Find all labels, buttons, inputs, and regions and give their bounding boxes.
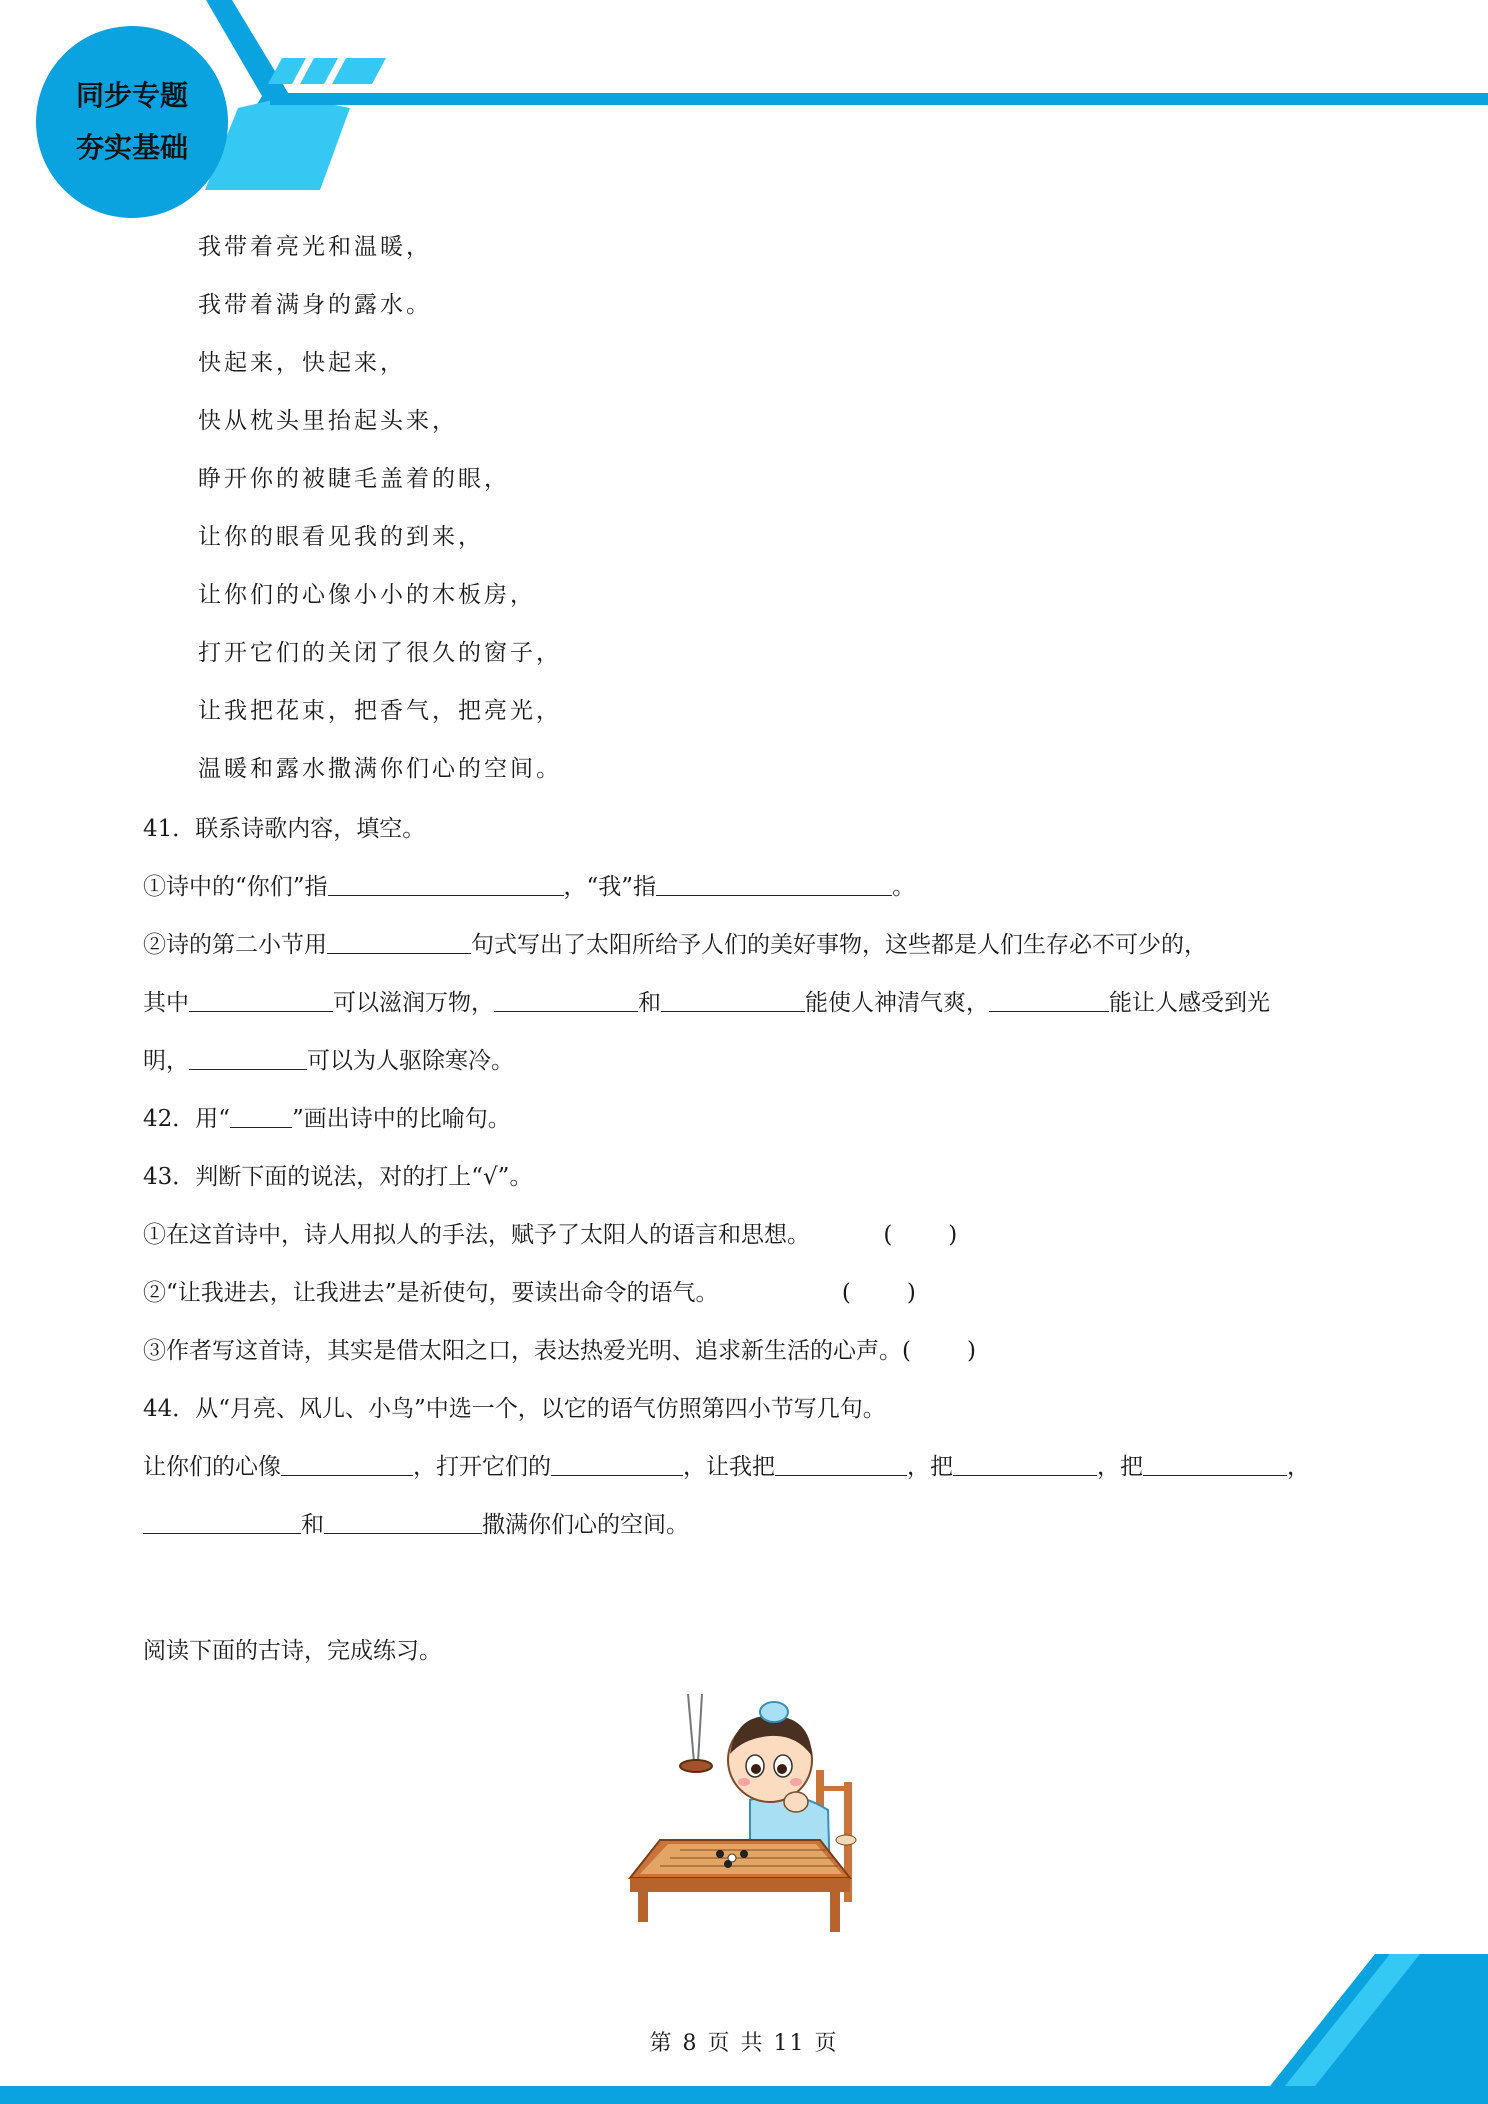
q44-text-c: ，让我把 [683,1454,775,1480]
q44-text-e: ，把 [1097,1454,1143,1480]
paren-close: ) [966,1338,976,1364]
answer-blank[interactable] [189,1047,307,1070]
q44-text-b: ，打开它们的 [413,1454,551,1480]
answer-blank[interactable] [281,1453,413,1476]
underline-sample [230,1105,292,1128]
question-41-1 [143,868,915,901]
q41-2-text-d: 可以滋润万物， [333,990,494,1016]
answer-blank[interactable] [551,1453,683,1476]
q44-text-a: 让你们的心像 [143,1454,281,1480]
answer-blank[interactable] [661,989,805,1012]
question-41-title: 41．联系诗歌内容，填空。 [143,816,426,842]
paren-close: ) [948,1222,958,1248]
judge-parentheses[interactable] [842,1280,916,1306]
q41-1-text-b: ，“我”指 [563,874,657,900]
badge-line-2: 夯实基础 [75,131,188,164]
answer-blank[interactable] [327,931,471,954]
question-41-2-end [143,1042,514,1075]
poem-line: 让你们的心像小小的木板房， [198,582,536,608]
page-header [0,0,1488,200]
question-42 [143,1100,511,1133]
paren-open: ( [883,1222,893,1248]
q41-2-text-g: 能让人感受到光 [1109,990,1270,1016]
q41-2-text-f: 能使人神清气爽， [805,990,989,1016]
question-44-line-1 [143,1448,1310,1481]
poem-line: 打开它们的关闭了很久的窗子， [198,640,562,666]
poem-line: 我带着亮光和温暖， [198,234,432,260]
answer-blank[interactable] [189,989,333,1012]
paren-close: ) [906,1280,916,1306]
header-badge [36,26,228,218]
q41-2-text-h: 明， [143,1048,189,1074]
question-41-2 [143,926,1207,959]
page-number: 第 8 页 共 11 页 [649,2031,839,2056]
badge-line-1: 同步专题 [75,79,188,112]
answer-blank[interactable] [775,1453,907,1476]
q41-2-text-b: 句式写出了太阳所给予人们的美好事物，这些都是人们生存必不可少的， [471,932,1207,958]
question-44-line-2 [143,1506,689,1539]
q43-2-text: ②“让我进去，让我进去”是祈使句，要读出命令的语气。 [143,1280,719,1306]
question-41-2-cont [143,984,1270,1017]
answer-blank[interactable] [656,873,892,896]
q44-text-h: 撒满你们心的空间。 [482,1512,689,1538]
q42-text-b: ”画出诗中的比喻句。 [292,1106,511,1132]
q41-1-text-a: ①诗中的“你们”指 [143,874,328,900]
answer-blank[interactable] [1143,1453,1287,1476]
poem-line: 我带着满身的露水。 [198,292,432,318]
q41-1-text-c: 。 [892,874,916,900]
q41-2-text-e: 和 [638,990,661,1016]
answer-blank[interactable] [953,1453,1097,1476]
question-43-3 [143,1332,976,1365]
question-44-title: 44．从“月亮、风儿、小鸟”中选一个，以它的语气仿照第四小节写几句。 [143,1396,886,1422]
judge-parentheses[interactable] [902,1338,976,1364]
q41-2-text-i: 可以为人驱除寒冷。 [307,1048,514,1074]
answer-blank[interactable] [989,989,1109,1012]
poem-line: 睁开你的被睫毛盖着的眼， [198,466,510,492]
q43-1-text: ①在这首诗中，诗人用拟人的手法，赋予了太阳人的语言和思想。 [143,1222,810,1248]
answer-blank[interactable] [143,1511,301,1534]
poem-line: 让你的眼看见我的到来， [198,524,484,550]
paren-open: ( [841,1280,851,1306]
question-43-title: 43．判断下面的说法，对的打上“√”。 [143,1164,533,1190]
section-instruction: 阅读下面的古诗，完成练习。 [143,1638,442,1664]
q44-text-f: ， [1287,1454,1310,1480]
poem-line: 让我把花束，把香气，把亮光， [198,698,562,724]
answer-blank[interactable] [324,1511,482,1534]
paren-open: ( [902,1338,911,1364]
question-43-2 [143,1274,916,1307]
q43-3-text: ③作者写这首诗，其实是借太阳之口，表达热爱光明、追求新生活的心声。 [143,1338,902,1364]
child-playing-go-illustration [620,1690,880,1940]
q41-2-text-a: ②诗的第二小节用 [143,932,327,958]
answer-blank[interactable] [328,873,564,896]
poem-line: 温暖和露水撒满你们心的空间。 [198,756,562,782]
q42-text-a: 42．用“ [143,1106,231,1132]
q41-2-text-c: 其中 [143,990,189,1016]
question-43-1 [143,1216,957,1249]
q44-text-d: ，把 [907,1454,953,1480]
judge-parentheses[interactable] [883,1222,957,1248]
answer-blank[interactable] [494,989,638,1012]
poem-line: 快从枕头里抬起头来， [198,408,458,434]
q44-text-g: 和 [301,1512,324,1538]
poem-line: 快起来，快起来， [198,350,406,376]
